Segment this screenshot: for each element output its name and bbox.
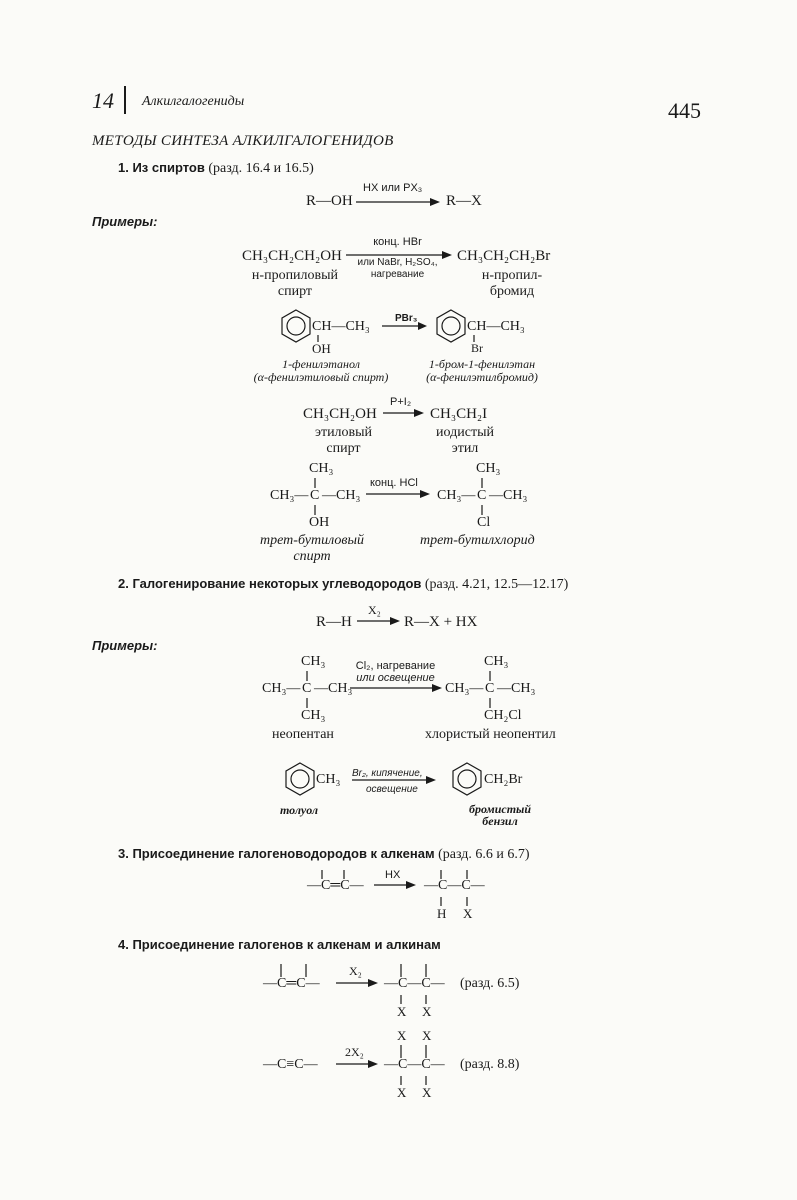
benzene-ring-icon xyxy=(282,310,310,342)
alkene-reactant: —C═C— xyxy=(307,878,364,893)
general-reagent: HX или PX₃ xyxy=(363,182,423,194)
arrow-neopentane xyxy=(350,684,442,692)
added-x: X xyxy=(463,906,473,921)
arrow-method-4a xyxy=(336,979,378,987)
examples-label-2: Примеры: xyxy=(92,638,158,653)
bromination-reagent: Br₂, кипячение, xyxy=(352,768,423,779)
added-h: H xyxy=(437,906,447,921)
neopentyl-chloride-top-ch3: CH₃ xyxy=(484,654,509,669)
hbr-reagent: конц. HBr xyxy=(373,236,422,248)
alkene-reactant-2: —C═C— xyxy=(263,976,320,991)
dihalide-product: —C—C— xyxy=(384,976,445,991)
benzyl-bromide-ch2br: CH₂Br xyxy=(484,772,523,787)
tetrahalide-top-x2: X xyxy=(422,1028,432,1043)
tbutylchloride-right-ch3: —CH₃ xyxy=(489,488,528,503)
neopentyl-chloride-ch2cl: CH₂Cl xyxy=(484,708,522,723)
bromophenylethane-name: 1-бром-1-фенилэтан (α-фенилэтилбромид) xyxy=(426,357,538,384)
rx-hx-product: R—X + HX xyxy=(404,614,478,630)
page-number: 445 xyxy=(668,98,701,123)
arrow-method-4b xyxy=(336,1060,378,1068)
tbutylchloride-left-ch3: CH₃— xyxy=(437,488,476,503)
neopentyl-chloride-carbon: C xyxy=(485,681,495,696)
examples-label: Примеры: xyxy=(92,214,158,229)
neopentane-name: неопентан xyxy=(272,727,334,742)
tbutanol-name: трет-бутиловый спирт xyxy=(260,533,364,564)
dihalide-x1: X xyxy=(397,1004,407,1019)
benzene-ring-icon xyxy=(453,763,481,795)
tetrahalide-bot-x1: X xyxy=(397,1085,407,1100)
arrow-general-1 xyxy=(356,198,440,206)
tbutanol-top-ch3: CH₃ xyxy=(309,461,334,476)
method-4-bonds xyxy=(281,964,426,1085)
tbutanol-right-ch3: —CH₃ xyxy=(322,488,361,503)
tbutylchloride-name: трет-бутилхлорид xyxy=(420,533,535,548)
hx-reagent: HX xyxy=(385,869,401,881)
neopentyl-chloride-right-ch3: —CH₃ xyxy=(497,681,536,696)
tbutylchloride-cl: Cl xyxy=(477,515,491,530)
ethyl-iodide-formula: CH₃CH₂I xyxy=(430,406,488,422)
x2-reagent-2: X₂ xyxy=(349,964,362,978)
neopentane-carbon: C xyxy=(302,681,312,696)
tbutanol-left-ch3: CH₃— xyxy=(270,488,309,503)
dihalide-x2: X xyxy=(422,1004,432,1019)
general-reactant: R—OH xyxy=(306,193,353,209)
neopentane-bonds xyxy=(307,671,490,708)
tbutanol-oh: OH xyxy=(309,515,330,530)
toluene-ch3: CH₃ xyxy=(316,772,341,787)
benzene-ring-icon xyxy=(437,310,465,342)
phenylethanol-chain: CH—CH₃ xyxy=(312,319,370,334)
arrow-phenylethanol xyxy=(382,322,427,330)
rh-reactant: R—H xyxy=(316,614,352,630)
toluene-name: толуол xyxy=(280,803,319,817)
neopentane-top-ch3: CH₃ xyxy=(301,654,326,669)
method-3-bonds xyxy=(322,870,467,906)
ethanol-name: этиловый спирт xyxy=(314,425,373,456)
arrow-toluene xyxy=(352,776,436,784)
general-product: R—X xyxy=(446,193,482,209)
benzene-ring-icon xyxy=(286,763,314,795)
arrow-tbutanol xyxy=(366,490,430,498)
arrow-ethanol xyxy=(383,409,424,417)
tbutanol-carbon: C xyxy=(310,488,320,503)
method-3-heading: 3. Присоединение галогеноводородов к алкенам (разд. 6.6 и 6.7) xyxy=(118,846,530,862)
bromination-light: освещение xyxy=(366,784,418,795)
propyl-bromide-formula: CH₃CH₂CH₂Br xyxy=(457,248,551,264)
neopentane-bottom-ch3: CH₃ xyxy=(301,708,326,723)
propanol-name: н-пропиловый спирт xyxy=(251,268,339,299)
arrow-method-3 xyxy=(374,881,416,889)
pi2-reagent: P+I₂ xyxy=(390,396,412,408)
arrow-propanol xyxy=(346,251,452,259)
benzyl-bromide-name: бромистый бензил xyxy=(468,802,532,828)
bromophenylethane-br: Br xyxy=(471,341,483,355)
ethyl-iodide-name: иодистый этил xyxy=(436,425,494,456)
tbutylchloride-top-ch3: CH₃ xyxy=(476,461,501,476)
ref-8-8: (разд. 8.8) xyxy=(460,1057,520,1072)
chapter-number: 14 xyxy=(92,88,114,113)
section-title: МЕТОДЫ СИНТЕЗА АЛКИЛГАЛОГЕНИДОВ xyxy=(92,133,394,149)
alkyne-reactant: —C≡C— xyxy=(263,1057,318,1072)
neopentane-left-ch3: CH₃— xyxy=(262,681,301,696)
tetrahalide-top-x1: X xyxy=(397,1028,407,1043)
tbutylchloride-carbon: C xyxy=(477,488,487,503)
phenylethanol-oh: OH xyxy=(312,341,331,356)
nabr-conditions: или NaBr, H₂SO₄, нагревание xyxy=(357,257,438,280)
tetrahalide-product: —C—C— xyxy=(384,1057,445,1072)
pbr3-reagent: PBr₃ xyxy=(395,313,418,324)
ref-6-5: (разд. 6.5) xyxy=(460,976,520,991)
phenylethanol-bonds xyxy=(318,335,474,342)
bromophenylethane-chain: CH—CH₃ xyxy=(467,319,525,334)
tetrahalide-bot-x2: X xyxy=(422,1085,432,1100)
tbutyl-bonds xyxy=(315,478,482,515)
method-4-heading: 4. Присоединение галогенов к алкенам и алкинам xyxy=(118,937,441,952)
hcl-reagent: конц. HCl xyxy=(370,477,418,489)
method-2-heading: 2. Галогенирование некоторых углеводородов (разд. 4.21, 12.5—12.17) xyxy=(118,576,569,592)
alkyl-halide-product: —C—C— xyxy=(424,878,485,893)
propanol-formula: CH₃CH₂CH₂OH xyxy=(242,248,342,264)
chapter-title: Алкилгалогениды xyxy=(142,94,245,109)
phenylethanol-name: 1-фенилэтанол (α-фенилэтиловый спирт) xyxy=(253,357,389,384)
neopentyl-chloride-left-ch3: CH₃— xyxy=(445,681,484,696)
propyl-bromide-name: н-пропил- бромид xyxy=(481,268,543,299)
neopentyl-chloride-name: хлористый неопентил xyxy=(425,727,556,742)
x2-reagent: X₂ xyxy=(368,603,381,617)
method-1-heading: 1. Из спиртов (разд. 16.4 и 16.5) xyxy=(118,160,314,176)
neopentane-right-ch3: —CH₃ xyxy=(314,681,353,696)
chlorination-conditions: Cl₂, нагревание или освещение xyxy=(355,660,436,684)
ethanol-formula: CH₃CH₂OH xyxy=(303,406,377,422)
arrow-general-2 xyxy=(357,617,400,625)
2x2-reagent: 2X₂ xyxy=(345,1045,364,1059)
